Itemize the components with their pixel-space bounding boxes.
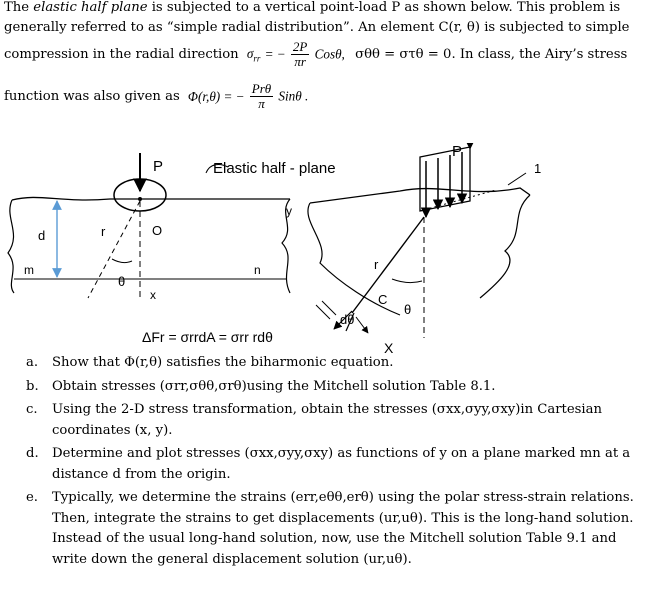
label-dtheta: dθ [340, 312, 355, 327]
fraction-pr-theta-over-pi [250, 82, 273, 111]
intro-line-3 [4, 40, 627, 76]
cos-term: Cosθ, [314, 46, 345, 62]
fraction-numerator: Prθ [251, 81, 272, 96]
question-marker: a. [26, 355, 39, 370]
fraction-denominator: π [258, 96, 265, 111]
question-d [26, 444, 648, 485]
label-elastic-half-plane: Elastic half - plane [213, 160, 336, 177]
label-r-right: r [374, 257, 379, 272]
intro-line-1 [4, 0, 620, 15]
force-equation: ΔFr = σrrdA = σrr rdθ [142, 329, 273, 345]
label-x-left: x [150, 288, 156, 302]
intro-emphasis: elastic half plane [33, 0, 148, 15]
question-text: write down the general displacement solution (ur,uθ). [52, 551, 412, 567]
intro-text: is subjected to a vertical point-load P as shown below. This problem is [147, 0, 621, 15]
dotted-reference-line [420, 190, 496, 211]
label-1-leader [508, 173, 526, 185]
label-theta-right: θ [404, 302, 412, 317]
fraction-denominator: πr [294, 54, 306, 69]
intro-text: function was also given as [4, 89, 180, 104]
intro-line-2 [4, 20, 629, 35]
airy-function-symbol: Φ(r,θ) = − [187, 88, 245, 104]
label-theta-left: θ [118, 274, 126, 289]
label-m: m [24, 263, 34, 277]
intro-text: compression in the radial direction [4, 47, 239, 62]
question-c [26, 400, 648, 441]
question-marker: d. [26, 446, 39, 461]
fraction-2p-over-pir [291, 40, 309, 69]
wavy-boundary-side [480, 195, 530, 298]
right-diagram [142, 143, 541, 356]
label-n: n [254, 263, 261, 277]
question-a [26, 353, 648, 374]
question-e [26, 488, 648, 570]
radial-line-right [352, 217, 424, 313]
left-diagram [8, 153, 336, 302]
label-d: d [38, 228, 46, 243]
question-b [26, 377, 648, 398]
question-text: Typically, we determine the strains (err,eθθ,erθ) using the polar stress-strain relations. [52, 490, 634, 505]
intro-text: generally referred to as “simple radial distribution”. An element C(r, θ) is subjected to simple [4, 20, 630, 35]
question-marker: c. [26, 402, 38, 417]
label-p-left: P [153, 158, 164, 175]
sin-term: Sinθ . [278, 88, 309, 104]
label-1: 1 [534, 161, 542, 176]
question-text: Then, integrate the strains to get displacements (ur,uθ). This is the long-hand solution. [52, 510, 634, 526]
wavy-boundary-left [8, 200, 14, 293]
question-marker: e. [26, 490, 38, 505]
question-text: Obtain stresses (σrr,σθθ,σrθ)using the Mitchell solution Table 8.1. [52, 378, 496, 394]
label-o: O [152, 223, 163, 238]
half-plane-figure [0, 143, 650, 358]
theta-arc-right [392, 279, 422, 283]
label-y: y [286, 204, 292, 218]
label-x-right: X [384, 340, 394, 356]
question-text: Instead of the usual long-hand solution, now, use the Mitchell solution Table 9.1 and [52, 531, 617, 546]
question-marker: b. [26, 378, 39, 394]
question-text: Determine and plot stresses (σxx,σyy,σxy) as functions of y on a plane marked mn at a [52, 446, 631, 461]
intro-text: The [4, 0, 34, 15]
intro-line-4 [4, 82, 308, 118]
question-list [26, 353, 648, 570]
label-r-left: r [101, 224, 106, 239]
question-text: distance d from the origin. [52, 466, 231, 482]
question-text: Using the 2-D stress transformation, obtain the stresses (σxx,σyy,σxy)in Cartesian [52, 402, 602, 417]
label-p-right: P [452, 143, 463, 160]
fraction-numerator: 2P [292, 39, 308, 54]
radial-line-left [88, 201, 140, 298]
question-text: coordinates (x, y). [52, 422, 173, 438]
question-text: Show that Φ(r,θ) satisfies the biharmonic equation. [52, 355, 394, 370]
intro-text: σθθ = στθ = 0. In class, the Airy’s stress [355, 47, 628, 62]
equals-minus: = − [264, 46, 286, 62]
theta-arc-left [112, 259, 132, 263]
x-direction-arrow [356, 317, 368, 333]
sigma-rr-symbol: $\sigma_{rr}$ [246, 45, 261, 64]
label-c: C [378, 292, 388, 307]
